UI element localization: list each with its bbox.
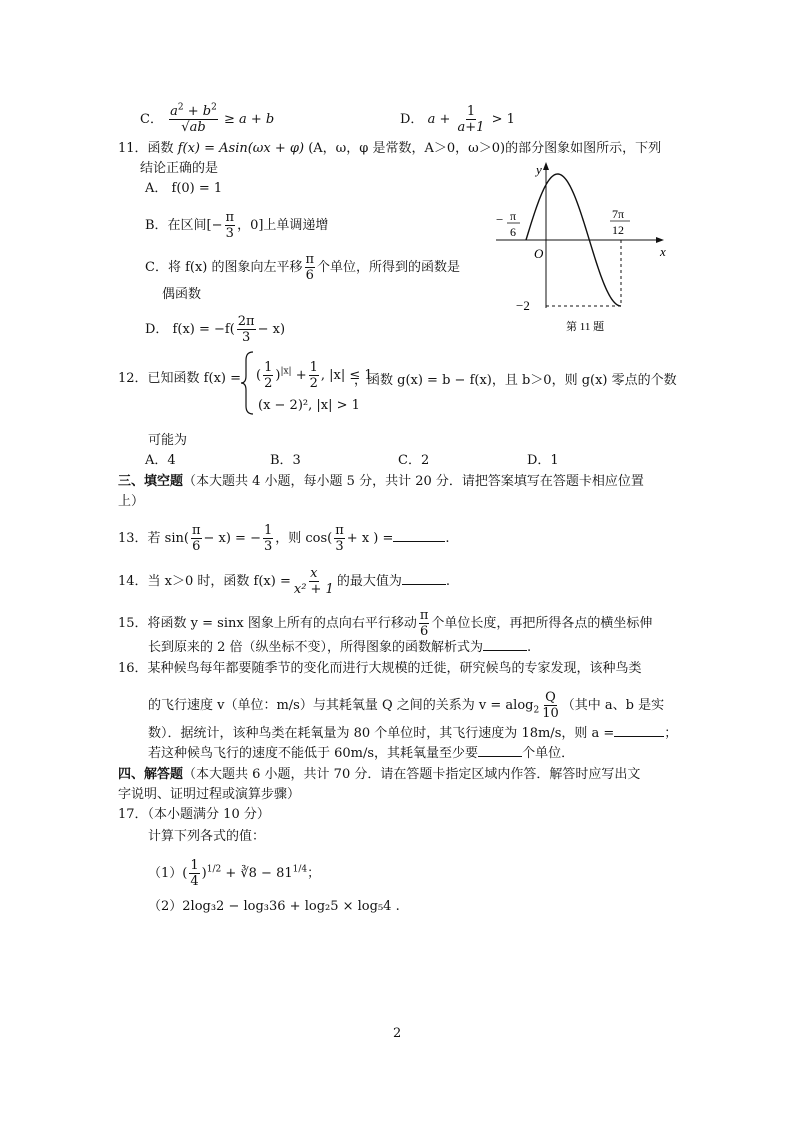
q17-part2: （2）2log₃2 − log₃36 + log₂5 × log₅4 . [148,899,400,914]
figure-7pi12-num: 7π [612,207,625,221]
q11-option-c: C．将 f(x) 的图象向左平移 $\frac{\pi}{6}$ 个单位，所得到的函数是 [145,252,461,283]
q15-answer-blank[interactable] [483,638,527,651]
q10-option-d: D． a + $\frac{1}{a+1}$ > 1 [400,104,515,135]
figure-x-label: x [660,244,666,259]
q12-line2: 可能为 [148,433,188,448]
q16-blank-q[interactable] [478,744,522,757]
figure-origin-label: O [534,246,544,261]
q12-line1-post: ，函数 g(x) = b − f(x)，且 b＞0，则 g(x) 零点的个数 [354,373,677,388]
q11-line2: 结论正确的是 [140,161,219,176]
q11-option-a: A． f(0) = 1 [145,181,223,196]
q11-option-c-line2: 偶函数 [162,287,202,302]
figure-7pi12-den: 12 [612,223,624,237]
q16-line4: 若这种候鸟飞行的速度不能低于 60m/s，其耗氧量至少要 个单位． [148,746,575,761]
figure-neg-sign: − [496,212,504,227]
section4-heading: 四、解答题（本大题共 6 小题，共计 70 分．请在答题卡指定区域内作答．解答时应写出文 [118,767,641,782]
figure-x-arrow [656,237,664,243]
q16-line2: 的飞行速度 v（单位：m/s）与其耗氧量 Q 之间的关系为 v = alog$_2$ $\frac{Q}{10}$ （其中 a、b 是实 [148,690,665,721]
q16-line1: 16．某种候鸟每年都要随季节的变化而进行大规模的迁徙，研究候鸟的专家发现，该种鸟类 [118,661,642,676]
section3-heading-line2: 上） [118,494,145,509]
figure-min-label: −2 [516,298,530,313]
section3-heading: 三、填空题（本大题共 4 小题，每小题 5 分，共计 20 分．请把答案填写在答题卡相应位置 [118,474,644,489]
q13: 13．若 sin( $\frac{\pi}{6}$ − x) = − $\frac{1}{3}$ ，则 cos( $\frac{\pi}{3}$ + x ) = . [118,523,450,554]
q10-c-rhs: ≥ a + b [223,112,275,127]
q17-part1: （1）( $\frac{1}{4}$ )$^{1/2}$ + ∛8 − $81^{1/4}$； [148,858,321,889]
section4-heading-line2: 字说明、证明过程或演算步骤） [118,787,301,802]
figure-caption: 第 11 题 [566,321,605,333]
figure-neg-pi6-num: π [510,209,517,223]
q10-option-c: C． $\frac{a^2 + b^2}{√ab}$ ≥ a + b [140,102,275,135]
q12-option-a: A．4 [145,453,176,468]
q14: 14．当 x＞0 时，函数 f(x) = $\frac{x}{\text{x² + 1}}$ 的最大值为 . [118,566,450,597]
q15-line2: 长到原来的 2 倍（纵坐标不变），所得图象的函数解析式为 . [148,640,532,655]
page-number: 2 [393,1026,402,1041]
figure-y-label: y [536,162,542,177]
q12-option-d: D．1 [527,453,559,468]
q12-case1: ( $\frac{1}{2}$ )$^{|x|}$ + $\frac{1}{2}$ , |x| ≤ 1 [256,360,373,391]
q11-option-d: D． f(x) = −f( $\frac{2\pi}{3}$ − x) [145,314,286,345]
q12-line1: 12．已知函数 f(x) = [118,371,241,386]
q17-title: 17．（本小题满分 10 分） [118,807,270,822]
q12-option-c: C．2 [398,453,430,468]
q13-answer-blank[interactable] [393,529,445,542]
q16-blank-a[interactable] [614,724,664,737]
figure-y-arrow [543,162,549,170]
q14-answer-blank[interactable] [402,572,446,585]
q17-intro: 计算下列各式的值： [148,829,266,844]
q12-option-b: B．3 [270,453,301,468]
q16-line3: 数）．据统计，该种鸟类在耗氧量为 80 个单位时，其飞行速度为 18m/s，则 a = ； [148,726,678,741]
figure-neg-pi6-den: 6 [510,225,516,239]
q11-option-b: B．在区间[− $\frac{\pi}{3}$ ，0]上单调递增 [145,210,329,241]
q11-line1: 11．函数 f(x) = Asin(ωx + φ) (A，ω，φ 是常数，A＞0，ω＞0)的部分图象如图所示，下列 [118,141,662,156]
q15-line1: 15．将函数 y = sinx 图象上所有的点向右平行移动 $\frac{\pi}{6}$ 个单位长度，再把所得各点的横坐标伸 [118,608,653,639]
q11-figure [488,158,674,334]
q12-case2: (x − 2)², |x| > 1 [258,398,360,413]
